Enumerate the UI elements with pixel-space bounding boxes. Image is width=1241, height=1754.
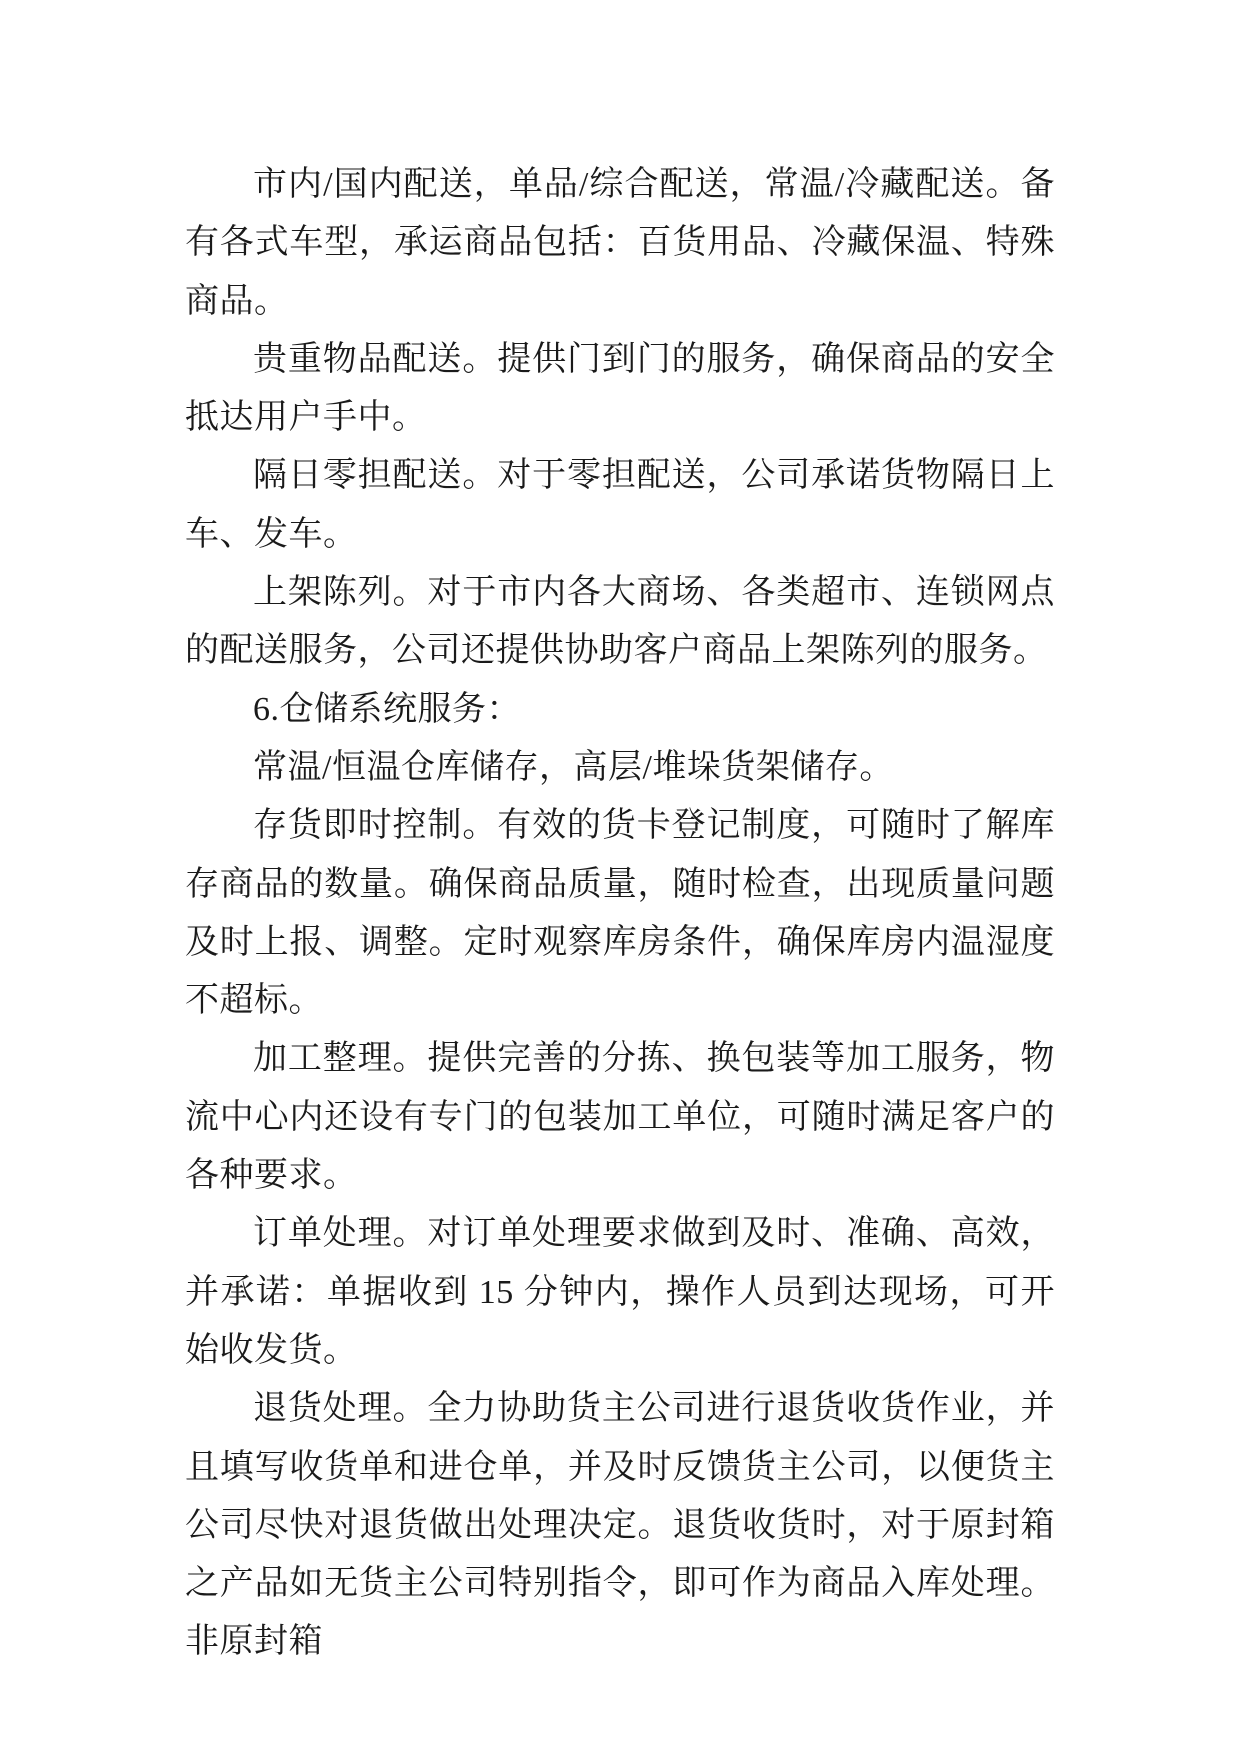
heading-warehousing-system-services: 6.仓储系统服务： [253, 690, 521, 728]
document-body [185, 156, 1055, 1672]
paragraph-valuables-delivery: 贵重物品配送。提供门到门的服务，确保商品的安全抵达用户手中。 [185, 340, 1055, 437]
paragraph-processing-sorting: 加工整理。提供完善的分拣、换包装等加工服务，物流中心内还设有专门的包装加工单位，可随时满足客户的各种要求。 [185, 1040, 1055, 1195]
paragraph-city-national-delivery: 市内/国内配送，单品/综合配送，常温/冷藏配送。备有各式车型，承运商品包括：百货用品、冷藏保温、特殊商品。 [185, 166, 1055, 320]
paragraph-warehouse-storage-types: 常温/恒温仓库储存，高层/堆垛货架储存。 [253, 748, 894, 786]
paragraph-returns-processing: 退货处理。全力协助货主公司进行退货收货作业，并且填写收货单和进仓单，并及时反馈货主公司，以便货主公司尽快对退货做出处理决定。退货收货时，对于原封箱之产品如无货主公司特别指令，即可作为商品入库处理。非原封箱 [185, 1390, 1055, 1661]
paragraph-order-processing: 订单处理。对订单处理要求做到及时、准确、高效，并承诺：单据收到 15 分钟内，操作人员到达现场，可开始收发货。 [185, 1215, 1055, 1369]
paragraph-shelf-display-service: 上架陈列。对于市内各大商场、各类超市、连锁网点的配送服务，公司还提供协助客户商品上架陈列的服务。 [185, 574, 1055, 670]
paragraph-next-day-ltl-delivery: 隔日零担配送。对于零担配送，公司承诺货物隔日上车、发车。 [185, 457, 1055, 553]
paragraph-inventory-realtime-control: 存货即时控制。有效的货卡登记制度，可随时了解库存商品的数量。确保商品质量，随时检查，出现质量问题及时上报、调整。定时观察库房条件，确保库房内温湿度不超标。 [185, 807, 1055, 1020]
